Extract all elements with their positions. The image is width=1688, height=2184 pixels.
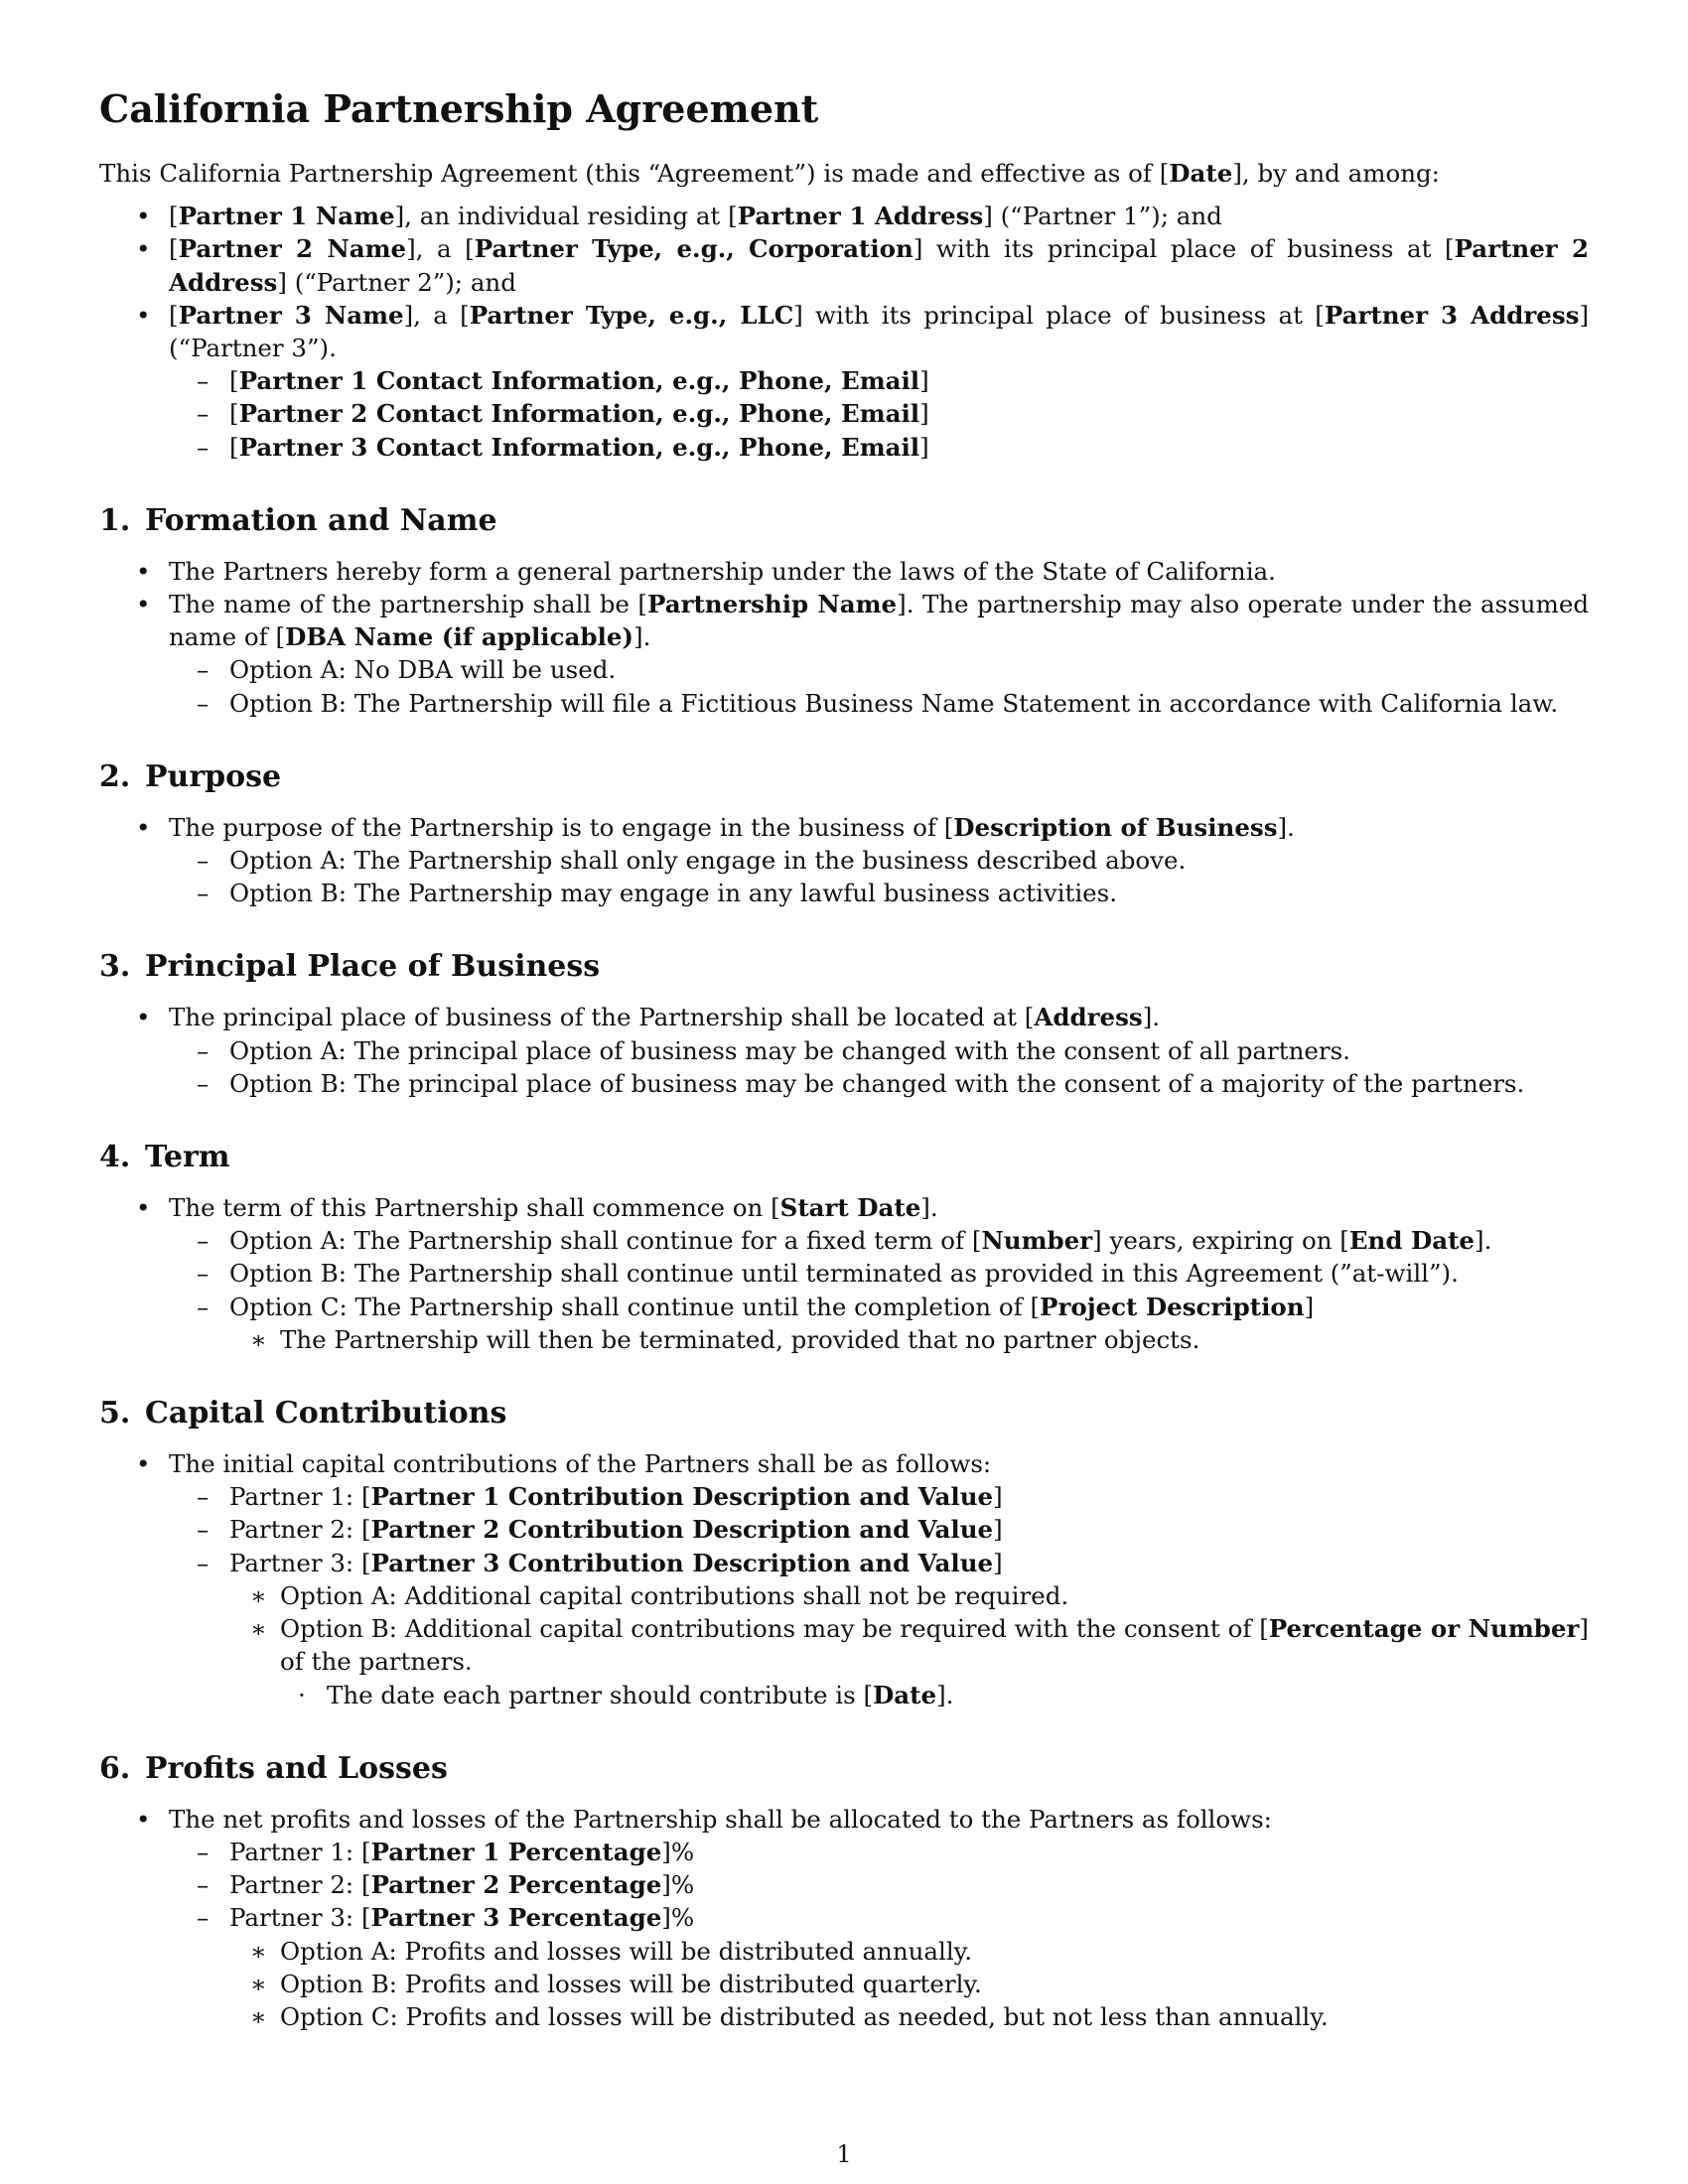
section-1-list bbox=[99, 555, 1589, 654]
section-6-list bbox=[99, 1803, 1589, 1836]
option-item: – Option B: The Partnership shall continue until terminated as provided in this Agreement (”at-will”). bbox=[197, 1259, 1459, 1289]
list-item: • [Partner 2 Name], a [Partner Type, e.g., Corporation] with its principal place of business at [Partner 2 Address] (“Partner 2”); and bbox=[136, 234, 1590, 297]
list-item: • The purpose of the Partnership is to engage in the business of [Description of Business]. bbox=[136, 812, 1295, 842]
contribution-item: – Partner 2: [Partner 2 Contribution Description and Value] bbox=[197, 1515, 1003, 1545]
date-placeholder: Date bbox=[1169, 159, 1233, 188]
list-item: • The name of the partnership shall be [Partnership Name]. The partnership may also operate under the assumed name of [DBA Name (if applicable)]. bbox=[136, 590, 1589, 652]
sub-option-item: ∗ Option C: Profits and losses will be distributed as needed, but not less than annually. bbox=[250, 2001, 1329, 2031]
list-item: • [Partner 3 Name], a [Partner Type, e.g., LLC] with its principal place of business at [Partner 3 Address] (“Partner 3”). – [Partner 1 Contact Information, e.g., Phone, Email] – [Partner 2 Contact Information, e.g., Phone, Email] – [Partner 3 Contact Information, e.g., Phone, Email] bbox=[169, 299, 1589, 464]
section-4-list bbox=[99, 1191, 1589, 1224]
document-title: California Partnership Agreement bbox=[99, 86, 819, 131]
option-item: – Option A: The Partnership shall only engage in the business described above. bbox=[197, 846, 1187, 876]
option-item: – Option A: No DBA will be used. bbox=[197, 655, 617, 685]
list-item: • The initial capital contributions of the Partners shall be as follows: bbox=[136, 1449, 992, 1479]
section-heading: 6. Profits and Losses bbox=[99, 1750, 448, 1786]
contact-item: – [Partner 2 Contact Information, e.g., Phone, Email] bbox=[197, 399, 929, 429]
section-heading: 5. Capital Contributions bbox=[99, 1396, 507, 1432]
percentage-item: – Partner 3: [Partner 3 Percentage]% bbox=[197, 1903, 695, 1933]
section-heading: 4. Term bbox=[99, 1140, 230, 1175]
option-item: – Option A: The Partnership shall continue for a fixed term of [Number] years, expiring on [End Date]. bbox=[197, 1226, 1492, 1256]
section-heading: 3. Principal Place of Business bbox=[99, 949, 601, 985]
percentage-item: – Partner 2: [Partner 2 Percentage]% bbox=[197, 1870, 695, 1900]
list-item: • [Partner 1 Name], an individual residing at [Partner 1 Address] (“Partner 1”); and bbox=[136, 202, 1222, 231]
option-item: – Option B: The principal place of business may be changed with the consent of a majority of the partners. bbox=[197, 1068, 1525, 1098]
section-5-list bbox=[99, 1447, 1589, 1480]
option-item: – Option B: The Partnership will file a Fictitious Business Name Statement in accordance with California law. bbox=[197, 688, 1559, 718]
sub-option-item: ∗ Option A: Additional capital contributions shall not be required. bbox=[250, 1580, 1069, 1610]
option-item: – Option C: The Partnership shall continue until the completion of [Project Description] bbox=[197, 1292, 1315, 1321]
percentage-item: – Partner 1: [Partner 1 Percentage]% bbox=[197, 1837, 695, 1866]
sub-option-item: ∗ Option A: Profits and losses will be distributed annually. bbox=[250, 1936, 973, 1966]
contribution-item: – Partner 1: [Partner 1 Contribution Description and Value] bbox=[197, 1482, 1003, 1512]
parties-list bbox=[99, 200, 1589, 464]
contribution-item: – Partner 3: [Partner 3 Contribution Description and Value] bbox=[197, 1548, 1003, 1577]
contact-item: – [Partner 3 Contact Information, e.g., Phone, Email] bbox=[197, 432, 929, 462]
sub-option-item: ∗ The Partnership will then be terminated, provided that no partner objects. bbox=[250, 1324, 1200, 1354]
list-item: • The principal place of business of the Partnership shall be located at [Address]. bbox=[136, 1003, 1161, 1032]
list-item: • The Partners hereby form a general partnership under the laws of the State of California. bbox=[136, 556, 1276, 586]
sub-option-item: ∗ Option B: Additional capital contributions may be required with the consent of [Percentage or Number] of the partners. bbox=[250, 1614, 1589, 1677]
section-heading: 1. Formation and Name bbox=[99, 502, 497, 538]
section-heading: 2. Purpose bbox=[99, 758, 282, 794]
list-item: • The net profits and losses of the Partnership shall be allocated to the Partners as follows: bbox=[136, 1804, 1272, 1834]
sub-option-item: ∗ Option B: Profits and losses will be distributed quarterly. bbox=[250, 1969, 982, 1998]
option-item: – Option A: The principal place of business may be changed with the consent of all partners. bbox=[197, 1035, 1350, 1065]
section-3-list bbox=[99, 1001, 1589, 1033]
contact-item: – [Partner 1 Contact Information, e.g., Phone, Email] bbox=[197, 366, 929, 396]
option-item: – Option B: The Partnership may engage in any lawful business activities. bbox=[197, 879, 1118, 908]
intro-paragraph: This California Partnership Agreement (this “Agreement”) is made and effective as of [Date], by and among: bbox=[99, 159, 1440, 188]
section-2-list bbox=[99, 811, 1589, 844]
sub-sub-option-item: · The date each partner should contribute is [Date]. bbox=[298, 1680, 954, 1709]
page-number: 1 bbox=[836, 2140, 852, 2168]
list-item: • The term of this Partnership shall commence on [Start Date]. bbox=[136, 1193, 938, 1223]
